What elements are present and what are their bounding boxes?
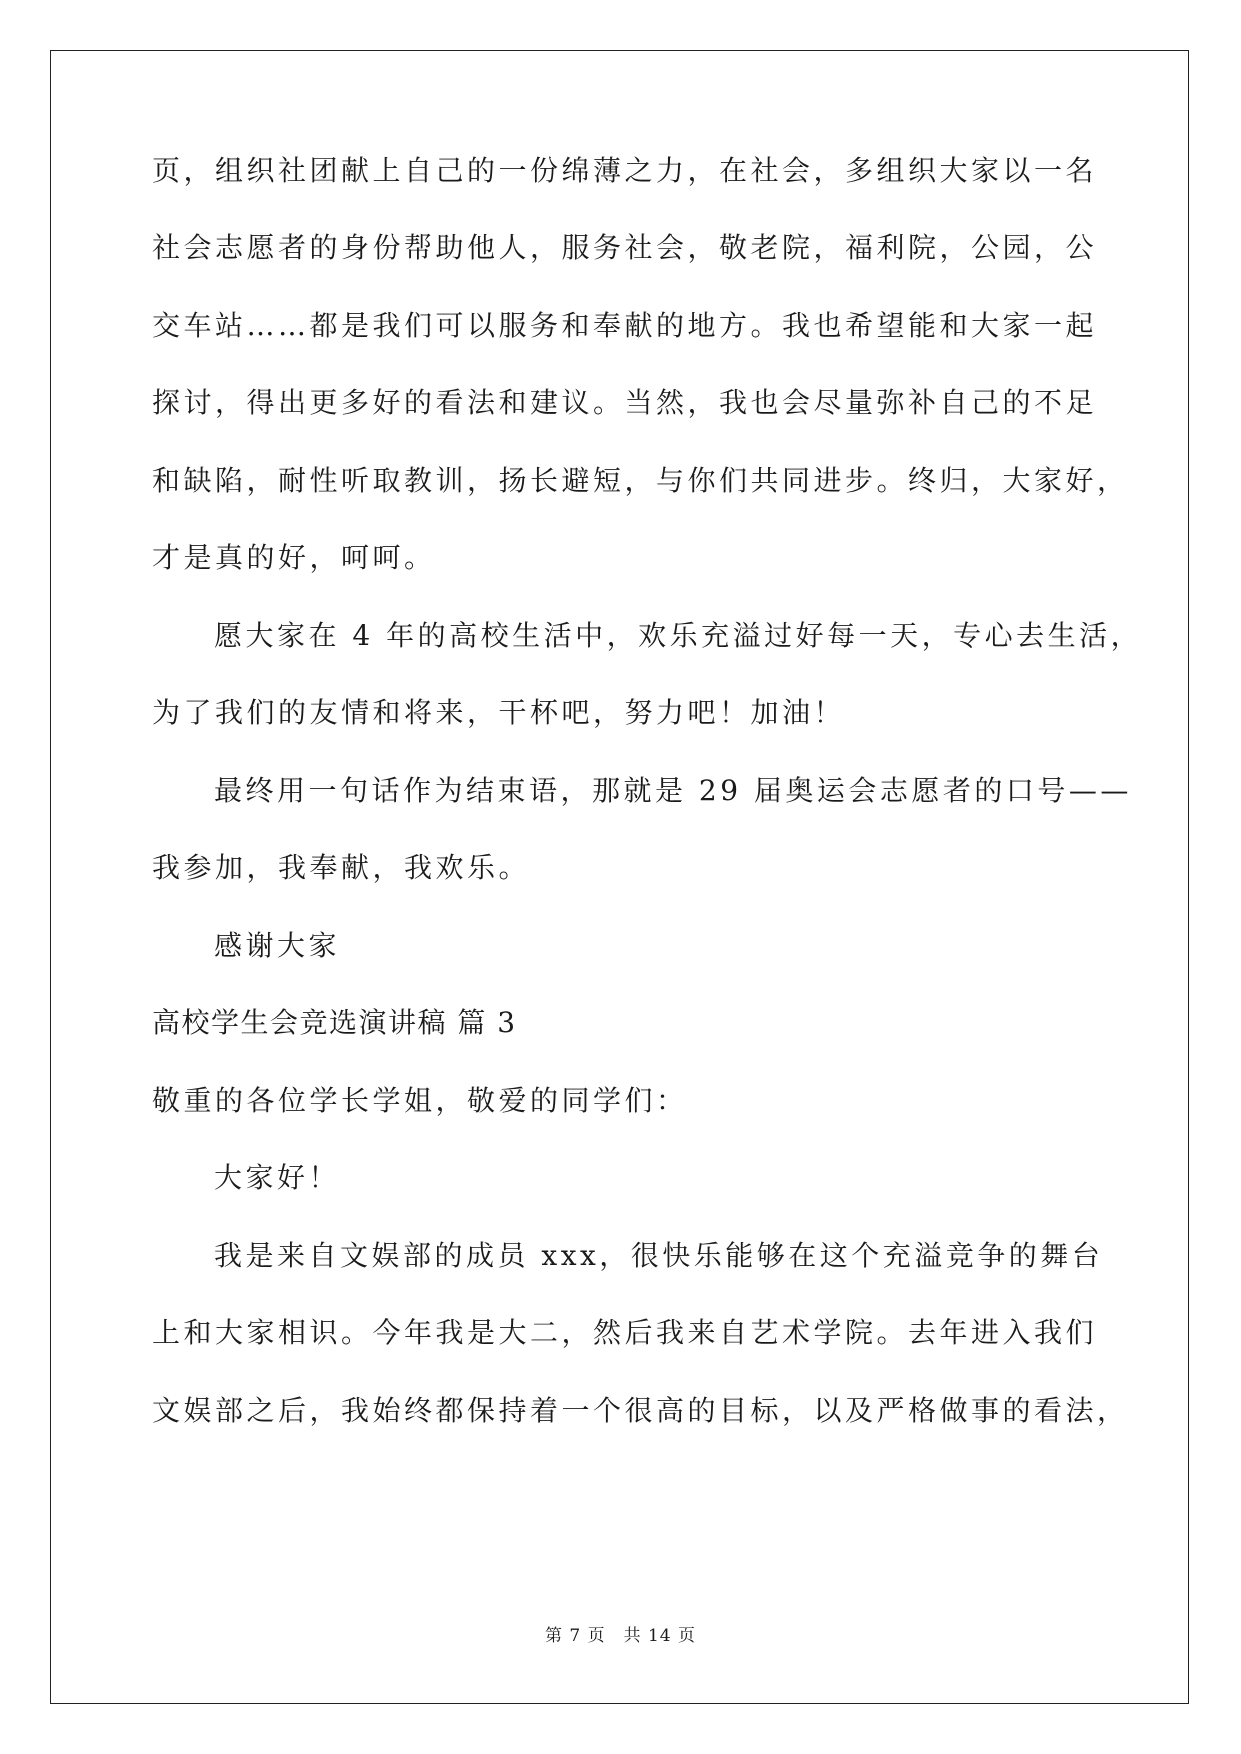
paragraph-line: 页，组织社团献上自己的一份绵薄之力，在社会，多组织大家以一名 (152, 154, 1098, 187)
paragraph-line: 我参加，我奉献，我欢乐。 (152, 851, 531, 884)
salutation-line: 敬重的各位学长学姐，敬爱的同学们： (152, 1084, 688, 1117)
paragraph-line: 文娱部之后，我始终都保持着一个很高的目标，以及严格做事的看法， (152, 1394, 1129, 1427)
paragraph-line: 上和大家相识。今年我是大二，然后我来自艺术学院。去年进入我们 (152, 1316, 1098, 1349)
paragraph-line: 和缺陷，耐性听取教训，扬长避短，与你们共同进步。终归，大家好， (152, 464, 1129, 497)
paragraph-line: 最终用一句话作为结束语，那就是 29 届奥运会志愿者的口号—— (214, 774, 1132, 807)
paragraph-line: 愿大家在 4 年的高校生活中，欢乐充溢过好每一天，专心去生活， (214, 619, 1143, 652)
paragraph-line: 才是真的好，呵呵。 (152, 541, 436, 574)
closing-line: 感谢大家 (214, 929, 341, 962)
greeting-line: 大家好！ (214, 1161, 341, 1194)
section-heading: 高校学生会竞选演讲稿 篇 3 (152, 1006, 517, 1039)
paragraph-line: 我是来自文娱部的成员 xxx，很快乐能够在这个充溢竞争的舞台 (214, 1239, 1104, 1272)
page-number: 第 7 页 共 14 页 (544, 1626, 697, 1646)
paragraph-line: 社会志愿者的身份帮助他人，服务社会，敬老院，福利院，公园，公 (152, 231, 1098, 264)
paragraph-line: 探讨，得出更多好的看法和建议。当然，我也会尽量弥补自己的不足 (152, 386, 1098, 419)
paragraph-line: 交车站……都是我们可以服务和奉献的地方。我也希望能和大家一起 (152, 309, 1098, 342)
paragraph-line: 为了我们的友情和将来，干杯吧，努力吧！加油！ (152, 696, 846, 729)
